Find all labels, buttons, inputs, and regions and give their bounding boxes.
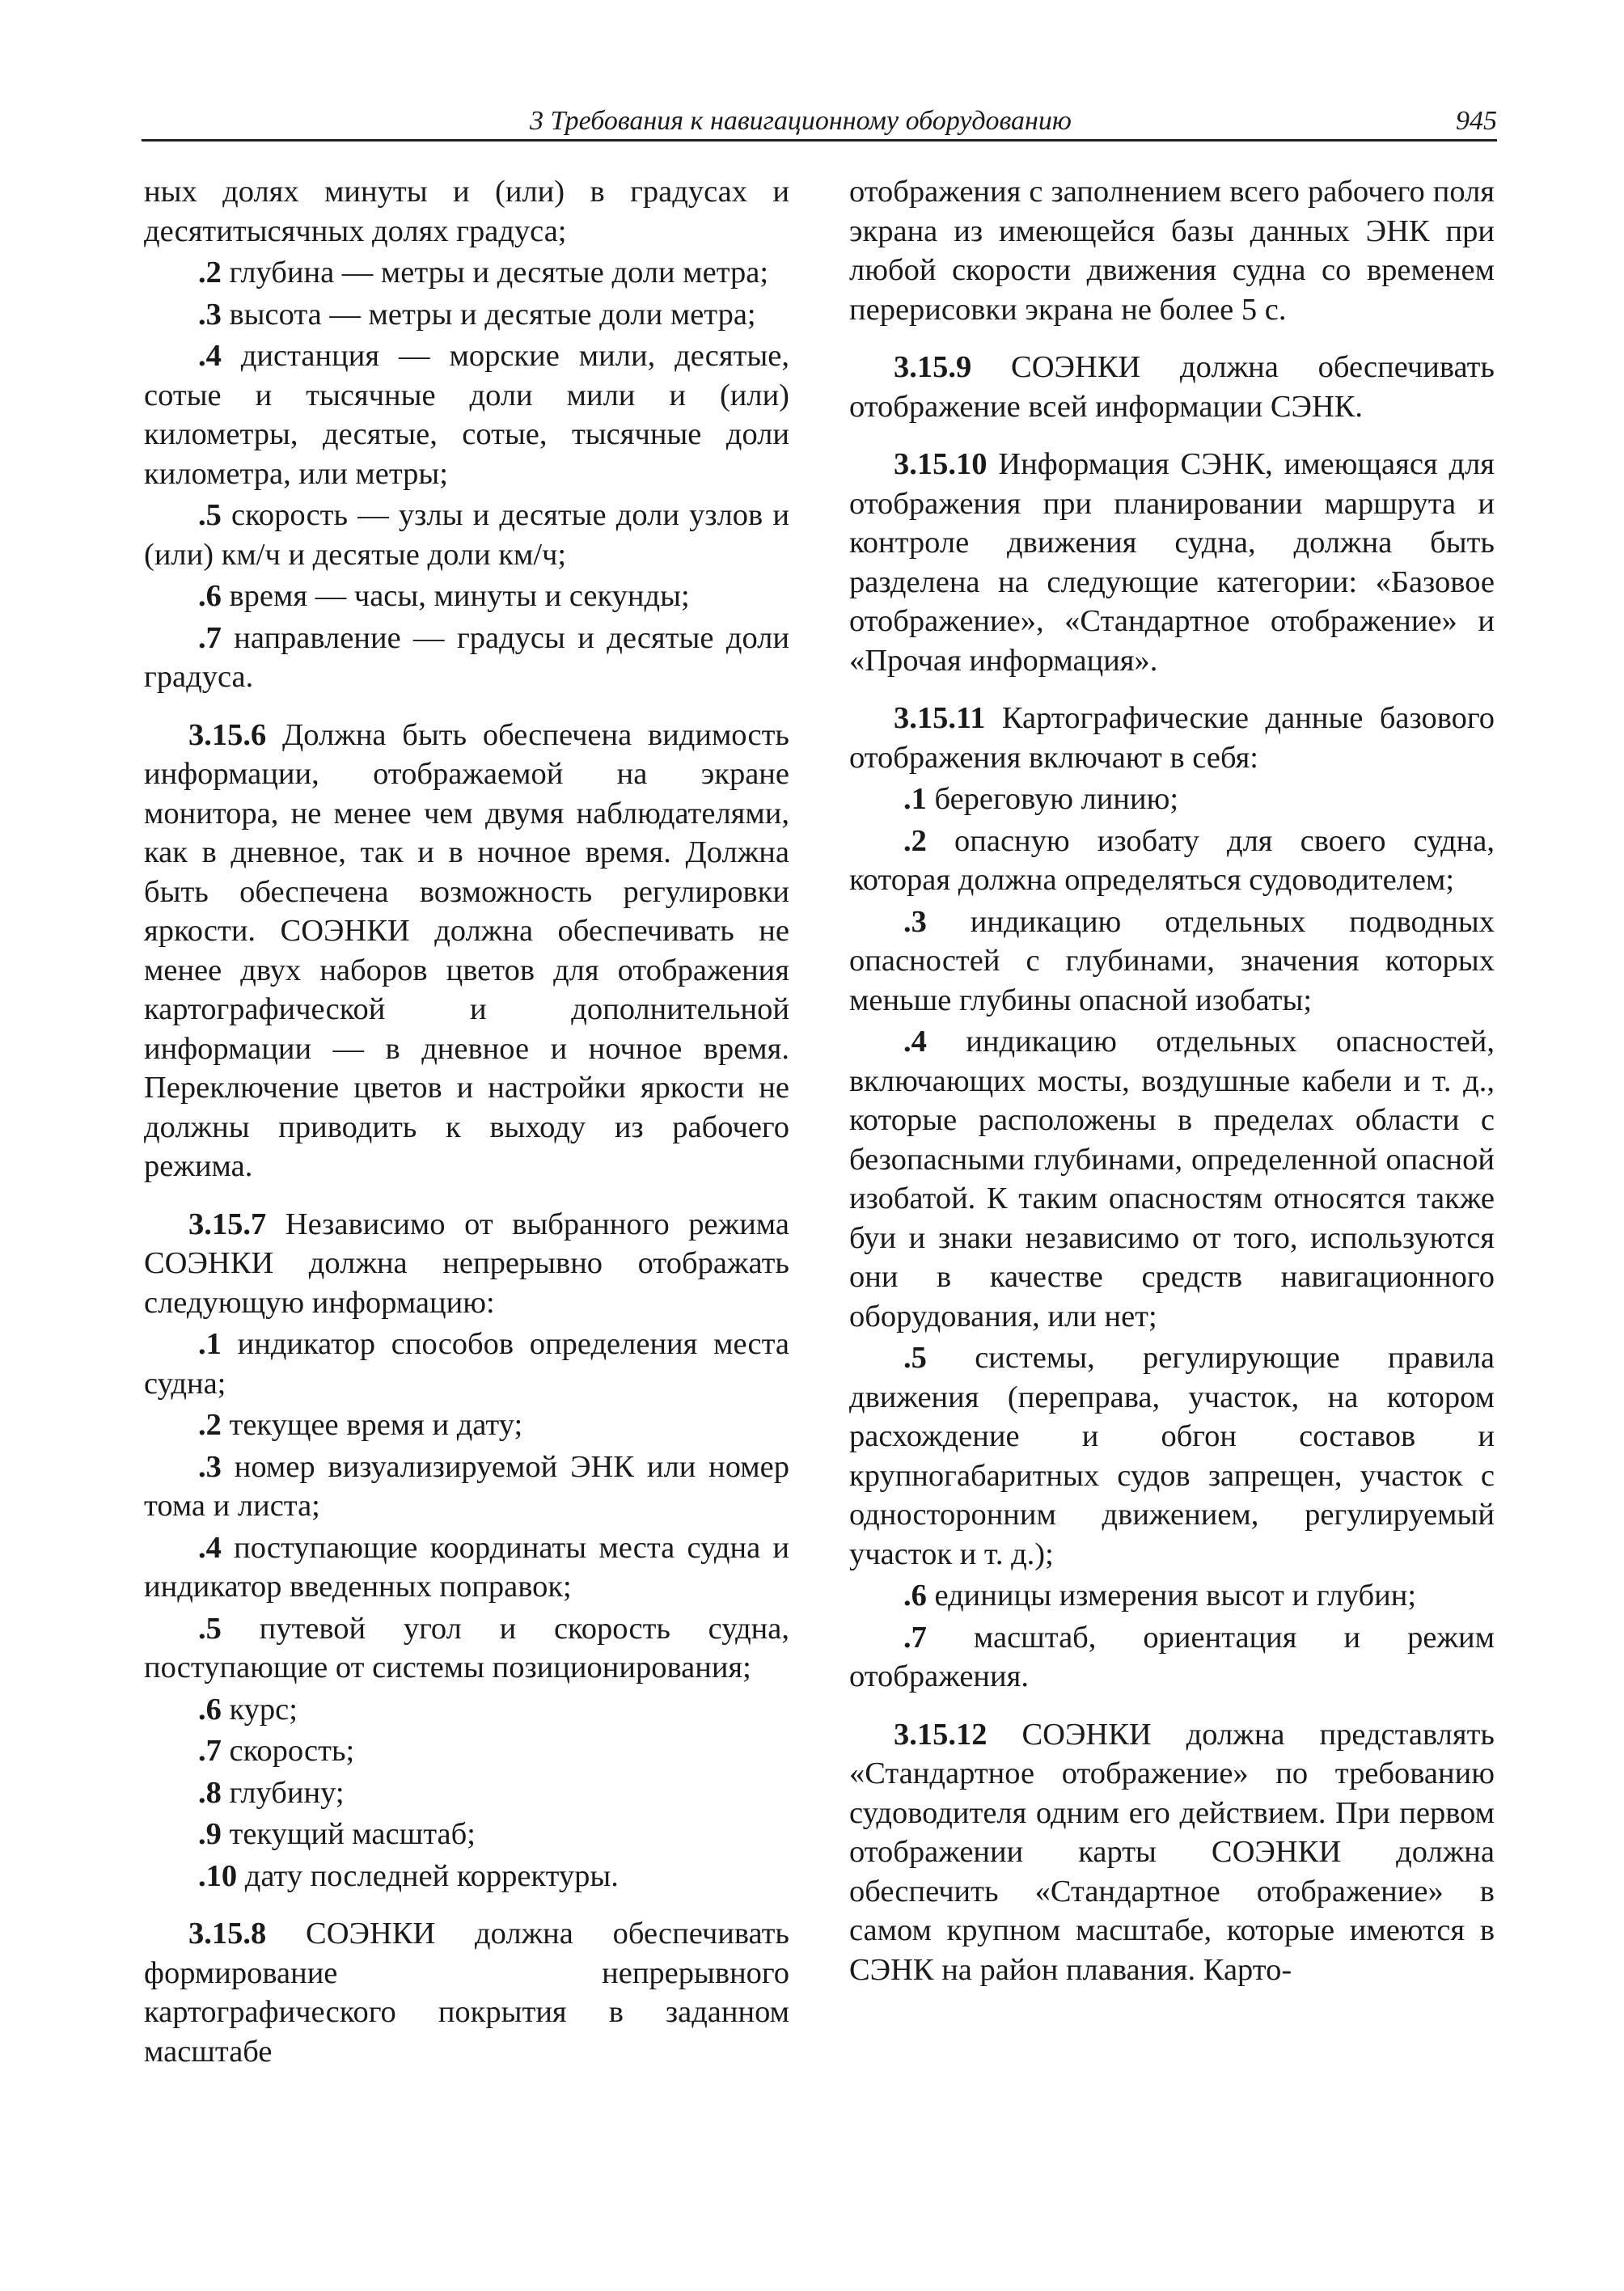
item-number: 3.15.12 [894,1717,988,1752]
list-item [144,1690,789,1730]
list-item [144,1448,789,1526]
item-text: индикатор способов определения места судна; [144,1327,789,1401]
item-number: .6 [903,1579,927,1613]
item-number: .3 [198,297,222,332]
item-number: .2 [903,823,927,858]
item-text: индикацию отдельных подводных опасностей с глубинами, значения которых меньше глубины опасной изобаты; [849,904,1495,1017]
item-number: 3.15.8 [188,1917,267,1951]
item-text: Независимо от выбранного режима СОЭНКИ должна непрерывно отображать следующую информацию: [144,1207,789,1320]
item-text: глубина — метры и десятые доли метра; [221,256,769,290]
item-number: .7 [903,1620,927,1655]
item-number: 3.15.7 [188,1207,267,1241]
item-text: единицы измерения высот и глубин; [926,1579,1417,1613]
item-number: .1 [198,1327,222,1361]
item-text: опасную изобату для своего судна, которая должна определяться судоводителем; [849,823,1495,897]
item-number: .6 [198,1692,222,1727]
list-item [849,902,1495,1021]
item-text: скорость; [221,1734,355,1768]
section-paragraph [144,716,789,1186]
item-number: .7 [198,1734,222,1768]
paragraph [849,172,1495,329]
list-item [849,1338,1495,1574]
item-text: путевой угол и скорость судна, поступающие от системы позиционирования; [144,1611,789,1684]
list-item [144,496,789,574]
list-item [849,1618,1495,1697]
section-paragraph [849,699,1495,777]
item-text: Должна быть обеспечена видимость информации, отображаемой на экране монитора, не менее чем двумя наблюдателями, как в дневное, так и в ночное время. Должна быть обеспечена возможность регулировки яркости. СОЭНКИ должна обеспечивать не менее двух наборов цветов для отображения картографической и дополнительной информации — в дневное и ночное время. Переключение цветов и настройки яркости не должны приводить к выходу из рабочего режима. [144,717,789,1183]
list-item [144,336,789,493]
page-number: 945 [1456,106,1497,136]
section-paragraph [144,1914,789,2071]
list-item [144,619,789,697]
item-number: .3 [903,904,927,939]
section-paragraph [144,1205,789,1323]
item-number: 3.15.11 [894,701,986,735]
item-text: скорость — узлы и десятые доли узлов и (или) км/ч и десятые доли км/ч; [144,498,789,572]
list-item [144,295,789,335]
item-number: .4 [198,1530,222,1565]
item-text: системы, регулирующие правила движения (переправа, участок, на котором расхождение и обгон составов и крупногабаритных судов запрещен, участок с односторонним движением, регулируемый участок и т. д.); [849,1341,1495,1571]
list-item [144,1731,789,1771]
item-number: .4 [198,339,222,373]
list-item [144,1405,789,1445]
item-text: СОЭНКИ должна обеспечивать отображение всей информации СЭНК. [849,350,1495,424]
list-item [144,1325,789,1403]
item-text: текущий масштаб; [221,1817,476,1851]
item-number: .6 [198,579,222,613]
item-number: .5 [198,498,222,532]
item-number: .9 [198,1817,222,1851]
list-item [144,1609,789,1688]
item-text: глубину; [221,1775,345,1810]
item-number: .8 [198,1775,222,1810]
list-item [849,780,1495,819]
item-text: дистанция — морские мили, десятые, сотые и тысячные доли мили и (или) километры, десятые, сотые, тысячные доли километра, или метры; [144,339,789,491]
running-header-title: 3 Требования к навигационному оборудованию [530,106,1072,136]
item-text: текущее время и дату; [221,1408,523,1442]
item-text: поступающие координаты места судна и индикатор введенных поправок; [144,1530,789,1604]
list-item [849,1022,1495,1336]
list-item [144,253,789,293]
list-item [144,1857,789,1896]
item-number: .10 [198,1858,238,1893]
section-paragraph [849,348,1495,426]
right-column [849,172,1495,1989]
item-text: время — часы, минуты и секунды; [221,579,690,613]
item-text: номер визуализируемой ЭНК или номер тома и листа; [144,1449,789,1523]
list-item [144,577,789,616]
item-number: .4 [903,1025,927,1059]
item-text: Информация СЭНК, имеющаяся для отображения при планировании маршрута и контроле движения судна, должна быть разделена на следующие категории: «Базовое отображение», «Стандартное отображение» и «Прочая информация». [849,447,1495,678]
item-text: Картографические данные базового отображения включают в себя: [849,701,1495,775]
left-column [144,172,789,2071]
list-item [849,1576,1495,1616]
item-text: береговую линию; [926,782,1179,816]
item-text: отображения с заполнением всего рабочего поля экрана из имеющейся базы данных ЭНК при любой скорости движения судна со временем перерисовки экрана не более 5 с. [849,175,1495,327]
list-item [144,1528,789,1607]
section-paragraph [849,1715,1495,1990]
item-text: СОЭНКИ должна представлять «Стандартное отображение» по требованию судоводителя одним его действием. При первом отображении карты СОЭНКИ должна обеспечить «Стандартное отображение» в самом крупном масштабе, которые имеются в СЭНК на район плавания. Карто- [849,1717,1495,1987]
item-text: курс; [221,1692,298,1727]
item-number: 3.15.9 [894,350,972,384]
item-text: ных долях минуты и (или) в градусах и десятитысячных долях градуса; [144,175,789,248]
running-header [142,104,1497,142]
item-text: индикацию отдельных опасностей, включающих мосты, воздушные кабели и т. д., которые расположены в пределах области с безопасными глубинами, определенной опасной изобатой. К таким опасностям относятся также буи и знаки независимо от того, используются они в качестве средств навигационного оборудования, или нет; [849,1025,1495,1334]
section-paragraph [849,445,1495,680]
item-number: .1 [903,782,927,816]
item-text: направление — градусы и десятые доли градуса. [144,620,789,694]
item-number: .2 [198,256,222,290]
item-number: 3.15.6 [188,717,267,752]
item-text: масштаб, ориентация и режим отображения. [849,1620,1495,1693]
item-number: .3 [198,1449,222,1484]
item-number: 3.15.10 [894,447,988,481]
item-number: .7 [198,620,222,655]
item-number: .5 [198,1611,222,1646]
list-item [144,1815,789,1854]
item-text: высота — метры и десятые доли метра; [221,297,756,332]
list-item [849,822,1495,900]
item-number: .5 [903,1341,927,1375]
item-text: дату последней корректуры. [237,1858,619,1893]
item-text: СОЭНКИ должна обеспечивать формирование непрерывного картографического покрытия в заданном масштабе [144,1917,789,2069]
paragraph [144,172,789,251]
list-item [144,1773,789,1813]
item-number: .2 [198,1408,222,1442]
